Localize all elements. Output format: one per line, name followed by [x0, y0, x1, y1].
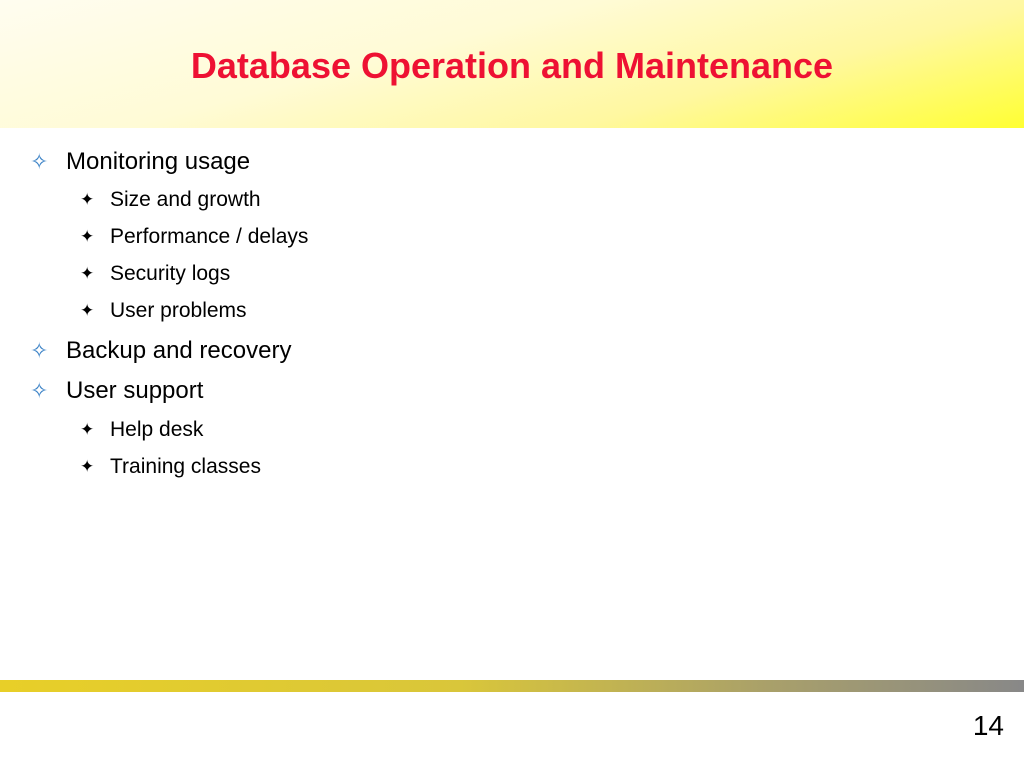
subbullet-text: Training classes — [110, 455, 261, 478]
bullet-item-monitoring-usage — [30, 147, 250, 177]
subbullet-item-user-problems — [80, 298, 247, 324]
four-pointed-star-filled-icon: ✦ — [80, 457, 95, 476]
four-pointed-star-filled-icon: ✦ — [80, 301, 95, 320]
four-pointed-star-outline-icon: ✧ — [30, 149, 49, 174]
four-pointed-star-filled-icon: ✦ — [80, 420, 95, 439]
subbullet-item-size-growth — [80, 187, 261, 213]
four-pointed-star-filled-icon: ✦ — [80, 190, 95, 209]
subbullet-item-help-desk — [80, 417, 203, 443]
slide-title: Database Operation and Maintenance — [190, 45, 834, 86]
bullet-text: Monitoring usage — [66, 148, 251, 175]
page-number: 14 — [972, 710, 1004, 741]
subbullet-text: Help desk — [110, 418, 204, 441]
footer-divider-bar — [0, 680, 1024, 692]
subbullet-text: Security logs — [110, 262, 231, 285]
subbullet-text: Performance / delays — [110, 225, 309, 248]
bullet-item-backup-recovery — [30, 336, 291, 366]
subbullet-text: Size and growth — [110, 188, 261, 211]
subbullet-text: User problems — [110, 299, 247, 322]
subbullet-item-training-classes — [80, 454, 261, 480]
four-pointed-star-outline-icon: ✧ — [30, 378, 49, 403]
bullet-text: Backup and recovery — [66, 337, 292, 364]
four-pointed-star-filled-icon: ✦ — [80, 227, 95, 246]
bullet-text: User support — [66, 377, 204, 404]
four-pointed-star-outline-icon: ✧ — [30, 338, 49, 363]
bullet-item-user-support — [30, 376, 203, 406]
subbullet-item-performance — [80, 224, 308, 250]
subbullet-item-security-logs — [80, 261, 230, 287]
four-pointed-star-filled-icon: ✦ — [80, 264, 95, 283]
